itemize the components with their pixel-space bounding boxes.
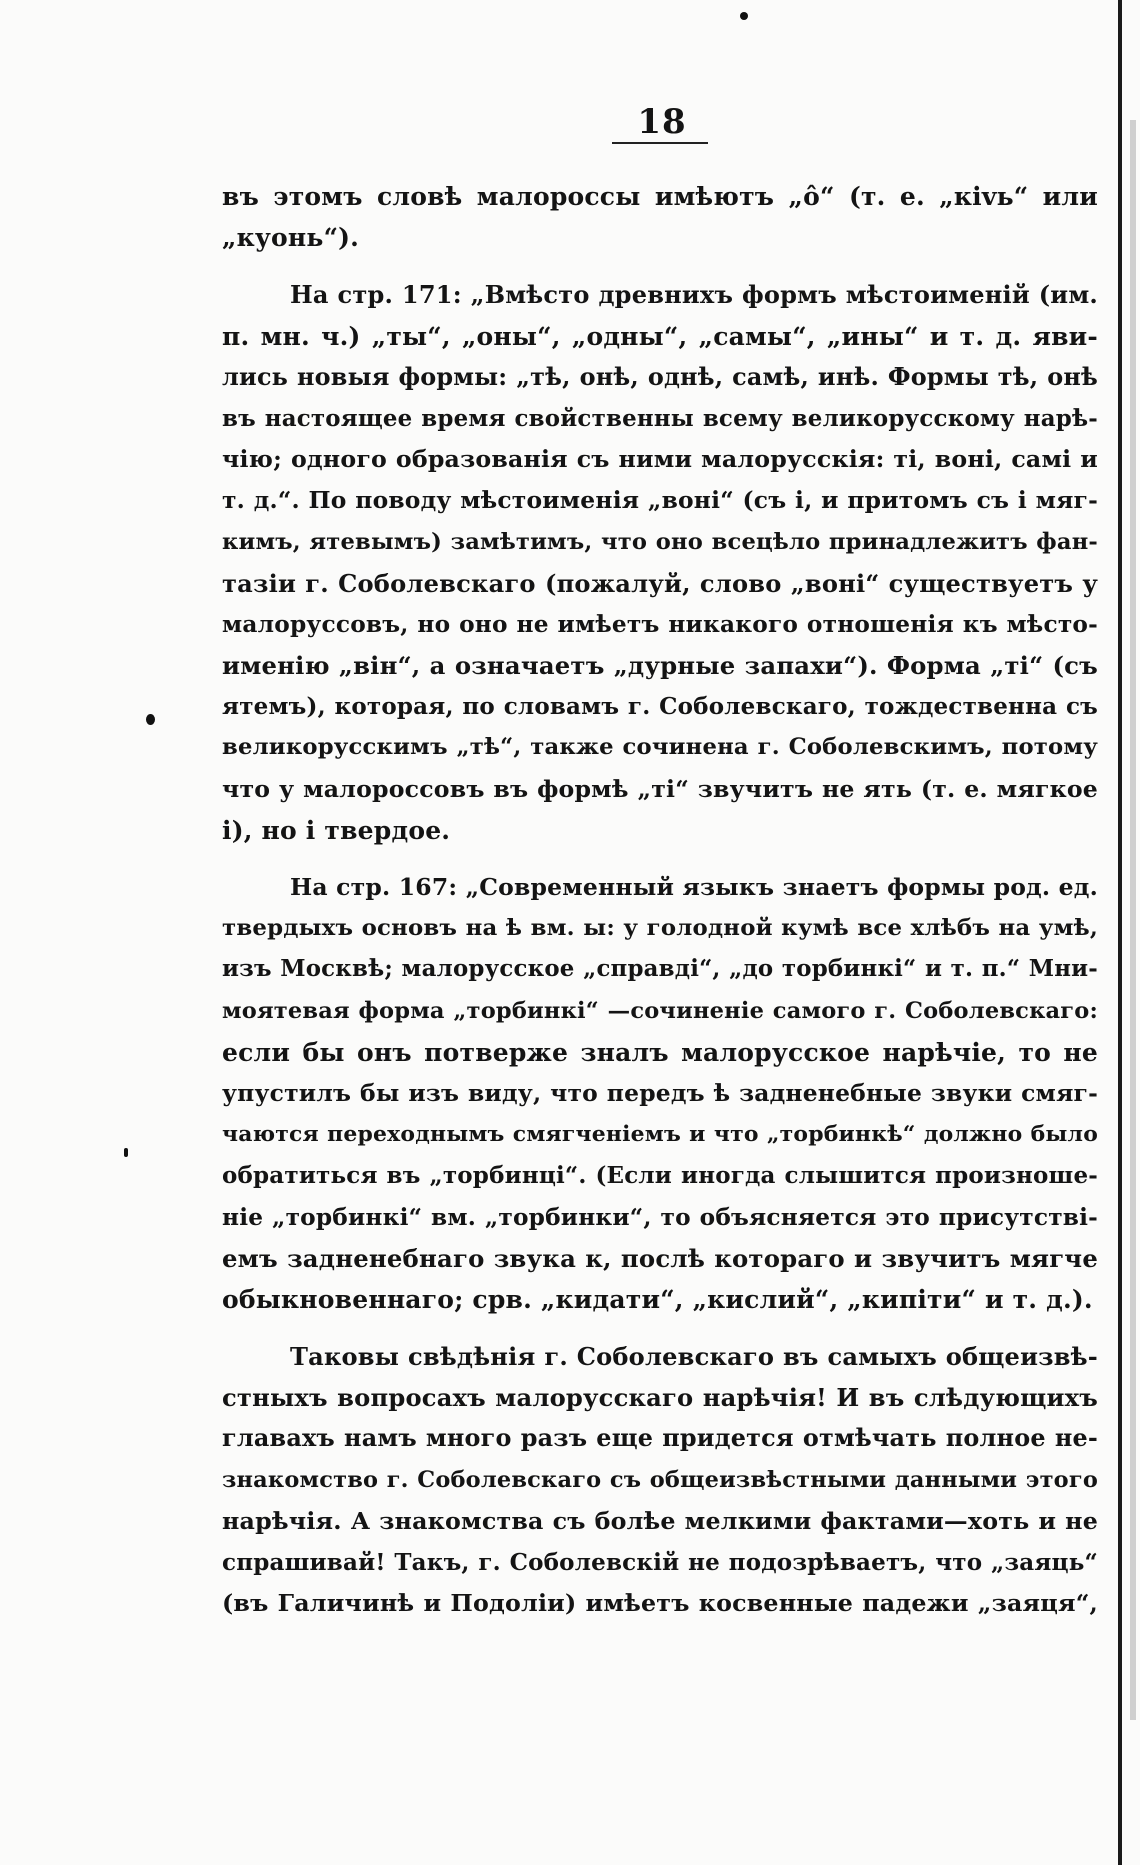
text-line: великорусскимъ „тѣ“, также сочинена г. Соболевскимъ, потому (222, 734, 1098, 761)
text-line: і), но і твердое. (222, 815, 451, 845)
paragraph (222, 867, 1098, 1320)
text-line: спрашивай! Такъ, г. Соболевскій не подозрѣваетъ, что „заяць“ (222, 1549, 1098, 1576)
page-number-underline (612, 142, 708, 144)
text-line: именію „він“, а означаетъ „дурные запахи“). Форма „ті“ (съ (222, 651, 1098, 681)
ink-speck (124, 1148, 128, 1157)
text-line: обыкновеннаго; срв. „кидати“, „кислий“, „кипіти“ и т. д.). (222, 1284, 1093, 1314)
text-line: На стр. 167: „Современный языкъ знаетъ формы род. ед. (290, 873, 1098, 901)
text-line: чію; одного образованія съ ними малорусскія: ті, воні, самі и (222, 445, 1098, 474)
page-edge-shadow (1118, 0, 1122, 1865)
text-line: въ настоящее время свойственны всему великорусскому нарѣ- (222, 404, 1098, 432)
paragraph (222, 274, 1098, 851)
text-line: упустилъ бы изъ виду, что передъ ѣ задненебные звуки смяг- (222, 1078, 1098, 1107)
text-line: т. д.“. По поводу мѣстоименія „воні“ (съ і, и притомъ съ і мяг- (222, 486, 1098, 515)
ink-speck (146, 714, 155, 725)
body-text (222, 176, 1098, 1624)
page-number: 18 (637, 102, 687, 142)
text-line: чаются переходнымъ смягченіемъ и что „торбинкѣ“ должно было (222, 1121, 1098, 1148)
text-line: нарѣчія. А знакомства съ болѣе мелкими фактами—хоть и не (222, 1506, 1098, 1535)
text-line: Таковы свѣдѣнія г. Соболевскаго въ самыхъ общеизвѣ- (290, 1342, 1098, 1372)
text-line: „куонь“). (222, 223, 360, 253)
text-line: обратиться въ „торбинці“. (Если иногда слышится произноше- (222, 1162, 1098, 1190)
text-line: если бы онъ потверже зналъ малорусское нарѣчіе, то не (222, 1037, 1098, 1067)
text-line: знакомство г. Соболевскаго съ общеизвѣстными данными этого (222, 1466, 1098, 1493)
text-line: На стр. 171: „Вмѣсто древнихъ формъ мѣстоименій (им. (290, 280, 1098, 310)
paragraph (222, 1336, 1098, 1624)
text-line: главахъ намъ много разъ еще придется отмѣчать полное не- (222, 1424, 1098, 1453)
page-edge-margin (1130, 120, 1136, 1720)
text-line: лись новыя формы: „тѣ, онѣ, однѣ, самѣ, инѣ. Формы тѣ, онѣ (222, 362, 1098, 391)
text-line: твердыхъ основъ на ѣ вм. ы: у голодной кумѣ все хлѣбъ на умѣ, (222, 915, 1098, 942)
paragraph (222, 176, 1098, 258)
text-line: емъ задненебнаго звука к, послѣ котораго и звучитъ мягче (222, 1243, 1098, 1273)
text-line: п. мн. ч.) „ты“, „оны“, „одны“, „самы“, „ины“ и т. д. яви- (222, 321, 1098, 351)
text-line: (въ Галичинѣ и Подоліи) имѣетъ косвенные падежи „заяця“, (222, 1589, 1098, 1618)
text-line: кимъ, ятевымъ) замѣтимъ, что оно всецѣло принадлежитъ фан- (222, 528, 1098, 555)
text-line: что у малороссовъ въ формѣ „ті“ звучитъ не ять (т. е. мягкое (222, 774, 1098, 803)
text-line: малоруссовъ, но оно не имѣетъ никакого отношенія къ мѣсто- (222, 610, 1098, 638)
text-line: тазіи г. Соболевскаго (пожалуй, слово „воні“ существуетъ у (222, 568, 1098, 598)
ink-speck (740, 12, 748, 20)
text-line: изъ Москвѣ; малорусское „справді“, „до торбинкі“ и т. п.“ Мни- (222, 956, 1098, 983)
text-line: въ этомъ словѣ малороссы имѣютъ „ô“ (т. е. „кіvь“ или (222, 182, 1098, 211)
text-line: ятемъ), которая, по словамъ г. Соболевскаго, тождественна съ (222, 693, 1098, 721)
text-line: стныхъ вопросахъ малорусскаго нарѣчія! И въ слѣдующихъ (222, 1383, 1098, 1413)
text-line: ніе „торбинкі“ вм. „торбинки“, то объясняется это присутствi- (222, 1203, 1098, 1231)
text-line: моятевая форма „торбинкі“ —сочиненіе самого г. Соболевскаго: (222, 997, 1098, 1024)
